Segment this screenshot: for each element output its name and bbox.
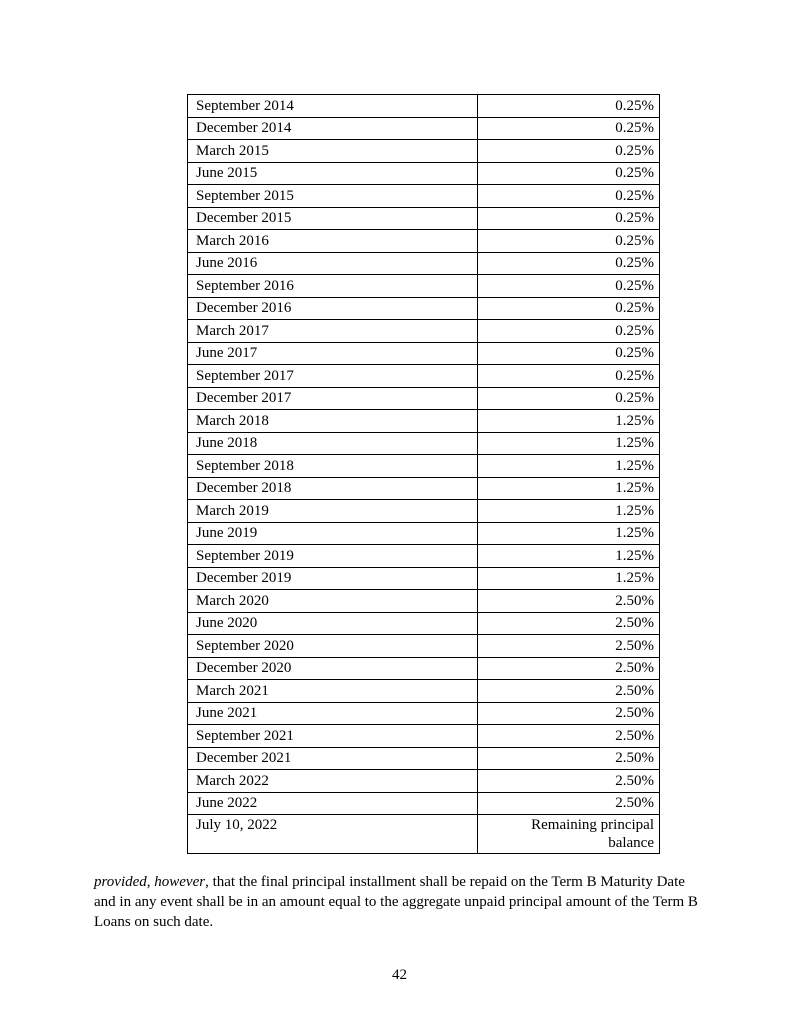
payment-date-cell: March 2019 bbox=[188, 500, 478, 523]
payment-percent-cell: 2.50% bbox=[478, 747, 660, 770]
payment-date-cell: March 2016 bbox=[188, 230, 478, 253]
table-row bbox=[188, 792, 660, 815]
payment-percent-cell: 0.25% bbox=[478, 275, 660, 298]
payment-percent-cell: 0.25% bbox=[478, 95, 660, 118]
payment-percent-cell: 2.50% bbox=[478, 770, 660, 793]
payment-percent-cell: 0.25% bbox=[478, 185, 660, 208]
payment-percent-cell: 0.25% bbox=[478, 207, 660, 230]
payment-date-cell: December 2016 bbox=[188, 297, 478, 320]
payment-percent-cell: 0.25% bbox=[478, 117, 660, 140]
payment-date-cell: September 2021 bbox=[188, 725, 478, 748]
payment-date-cell: September 2016 bbox=[188, 275, 478, 298]
payment-percent-cell: 0.25% bbox=[478, 230, 660, 253]
table-row bbox=[188, 275, 660, 298]
payment-percent-cell: 1.25% bbox=[478, 545, 660, 568]
remaining-balance-line-1: Remaining principal bbox=[531, 817, 654, 833]
payment-date-cell: December 2018 bbox=[188, 477, 478, 500]
payment-date-cell: March 2017 bbox=[188, 320, 478, 343]
table-row bbox=[188, 657, 660, 680]
payment-percent-cell: 0.25% bbox=[478, 140, 660, 163]
table-row bbox=[188, 725, 660, 748]
table-row bbox=[188, 702, 660, 725]
payment-percent-cell: 1.25% bbox=[478, 522, 660, 545]
payment-percent-cell: 2.50% bbox=[478, 680, 660, 703]
table-row bbox=[188, 455, 660, 478]
proviso-paragraph bbox=[94, 872, 706, 932]
payment-date-cell: June 2017 bbox=[188, 342, 478, 365]
payment-date-cell: June 2020 bbox=[188, 612, 478, 635]
payment-date-cell: June 2015 bbox=[188, 162, 478, 185]
payment-percent-cell: 0.25% bbox=[478, 320, 660, 343]
payment-date-cell: March 2018 bbox=[188, 410, 478, 433]
table-row bbox=[188, 567, 660, 590]
remaining-balance-line-2: balance bbox=[608, 835, 654, 851]
table-row bbox=[188, 500, 660, 523]
payment-date-cell: September 2014 bbox=[188, 95, 478, 118]
payment-date-cell: September 2018 bbox=[188, 455, 478, 478]
payment-date-cell: June 2021 bbox=[188, 702, 478, 725]
payment-percent-cell: 2.50% bbox=[478, 725, 660, 748]
payment-date-cell: December 2019 bbox=[188, 567, 478, 590]
payment-percent-cell: 1.25% bbox=[478, 477, 660, 500]
payment-date-cell: March 2015 bbox=[188, 140, 478, 163]
payment-date-cell: September 2015 bbox=[188, 185, 478, 208]
page-number: 42 bbox=[392, 967, 407, 983]
amortization-schedule-table bbox=[187, 94, 660, 854]
payment-percent-cell: 0.25% bbox=[478, 342, 660, 365]
payment-date-cell: September 2019 bbox=[188, 545, 478, 568]
payment-date-cell: June 2018 bbox=[188, 432, 478, 455]
table-row bbox=[188, 252, 660, 275]
table-row bbox=[188, 635, 660, 658]
payment-date-cell: March 2022 bbox=[188, 770, 478, 793]
payment-percent-cell: 1.25% bbox=[478, 567, 660, 590]
table-row bbox=[188, 545, 660, 568]
table-row bbox=[188, 522, 660, 545]
payment-percent-cell: 2.50% bbox=[478, 702, 660, 725]
table-row bbox=[188, 185, 660, 208]
payment-percent-cell: 2.50% bbox=[478, 792, 660, 815]
table-row bbox=[188, 207, 660, 230]
payment-percent-cell: 1.25% bbox=[478, 455, 660, 478]
payment-percent-cell: 0.25% bbox=[478, 162, 660, 185]
table-row bbox=[188, 297, 660, 320]
table-row bbox=[188, 342, 660, 365]
payment-date-cell: December 2021 bbox=[188, 747, 478, 770]
table-row bbox=[188, 162, 660, 185]
payment-date-cell: December 2014 bbox=[188, 117, 478, 140]
proviso-separator: , bbox=[146, 874, 155, 890]
table-row bbox=[188, 590, 660, 613]
table-row bbox=[188, 117, 660, 140]
table-row bbox=[188, 477, 660, 500]
schedule-body bbox=[188, 95, 660, 854]
payment-percent-cell: 1.25% bbox=[478, 432, 660, 455]
table-row bbox=[188, 612, 660, 635]
payment-percent-cell: 2.50% bbox=[478, 657, 660, 680]
payment-percent-cell: 0.25% bbox=[478, 387, 660, 410]
proviso-text: , that the final principal installment shall be repaid on the Term B Maturity Date and in any event shall be in an amount equal to the aggregate unpaid principal amount of the Term B Loans on such date. bbox=[94, 874, 698, 930]
table-row bbox=[188, 140, 660, 163]
payment-date-cell: June 2019 bbox=[188, 522, 478, 545]
payment-percent-cell: 2.50% bbox=[478, 590, 660, 613]
final-table-row bbox=[188, 815, 660, 854]
payment-percent-cell: 0.25% bbox=[478, 252, 660, 275]
payment-date-cell: December 2017 bbox=[188, 387, 478, 410]
payment-date-cell: March 2021 bbox=[188, 680, 478, 703]
table-row bbox=[188, 770, 660, 793]
proviso-provided: provided bbox=[94, 874, 147, 890]
table-row bbox=[188, 387, 660, 410]
payment-percent-cell: 1.25% bbox=[478, 410, 660, 433]
payment-date-cell: December 2015 bbox=[188, 207, 478, 230]
final-payment-date-cell: July 10, 2022 bbox=[188, 815, 478, 854]
payment-date-cell: September 2020 bbox=[188, 635, 478, 658]
payment-date-cell: September 2017 bbox=[188, 365, 478, 388]
payment-percent-cell: 1.25% bbox=[478, 500, 660, 523]
remaining-balance-cell bbox=[478, 815, 660, 854]
payment-percent-cell: 0.25% bbox=[478, 297, 660, 320]
payment-percent-cell: 2.50% bbox=[478, 612, 660, 635]
payment-date-cell: June 2022 bbox=[188, 792, 478, 815]
proviso-however: however bbox=[154, 874, 206, 890]
payment-date-cell: June 2016 bbox=[188, 252, 478, 275]
table-row bbox=[188, 365, 660, 388]
payment-date-cell: December 2020 bbox=[188, 657, 478, 680]
table-row bbox=[188, 680, 660, 703]
table-row bbox=[188, 320, 660, 343]
payment-percent-cell: 2.50% bbox=[478, 635, 660, 658]
table-row bbox=[188, 230, 660, 253]
payment-percent-cell: 0.25% bbox=[478, 365, 660, 388]
table-row bbox=[188, 747, 660, 770]
payment-date-cell: March 2020 bbox=[188, 590, 478, 613]
table-row bbox=[188, 410, 660, 433]
table-row bbox=[188, 95, 660, 118]
table-row bbox=[188, 432, 660, 455]
